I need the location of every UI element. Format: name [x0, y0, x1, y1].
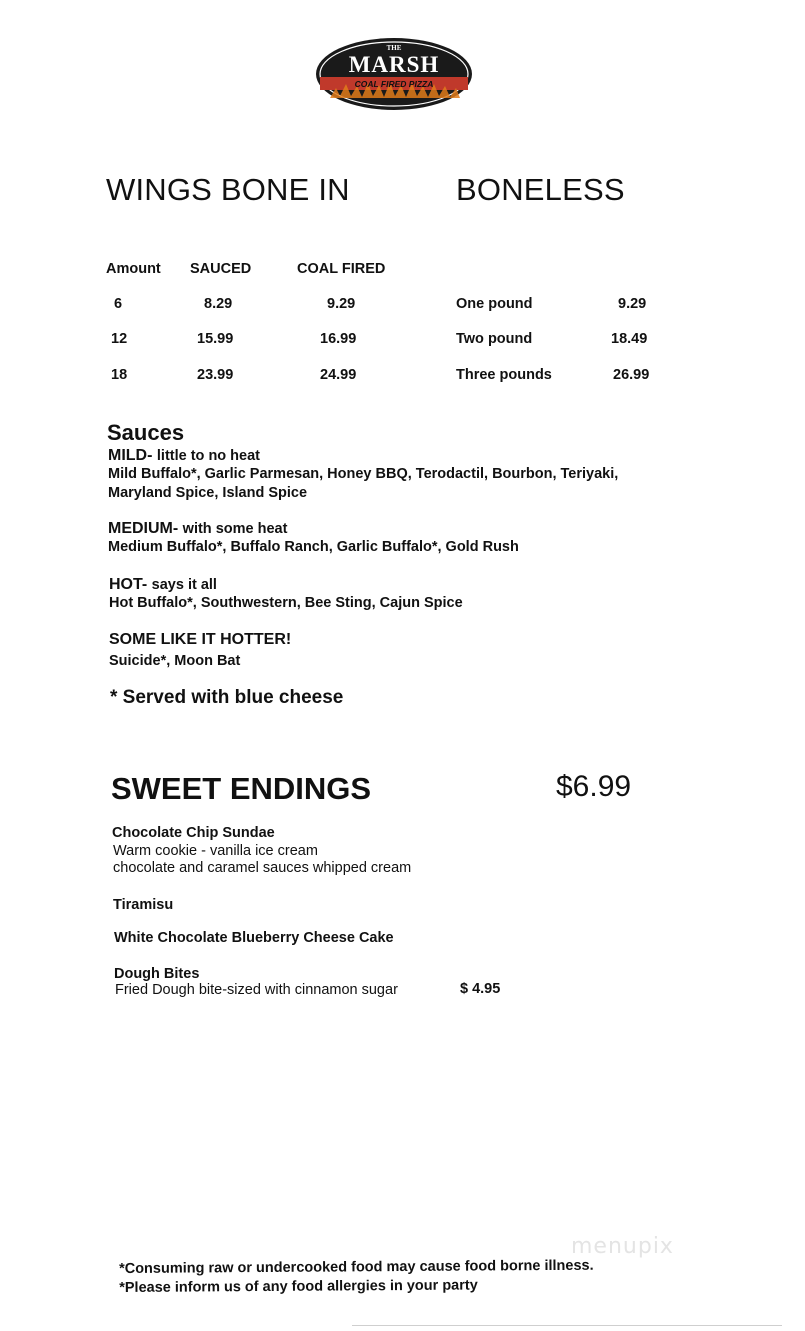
sauces-title: Sauces: [107, 420, 185, 445]
sauce-list-line: Hot Buffalo*, Southwestern, Bee Sting, Cajun Spice: [109, 595, 463, 611]
dessert-desc-line: Fried Dough bite-sized with cinnamon sugar: [115, 982, 398, 998]
dessert-desc-line: chocolate and caramel sauces whipped cream: [113, 860, 412, 876]
sauce-list-line: Medium Buffalo*, Buffalo Ranch, Garlic Buffalo*, Gold Rush: [108, 539, 519, 555]
heat-level-desc: little to no heat: [156, 448, 260, 464]
boneless-price: 18.49: [611, 331, 648, 347]
logo-name: MARSH: [348, 52, 440, 77]
heat-level-name: MILD-: [108, 447, 153, 464]
sauce-list-hot: [109, 594, 463, 613]
watermark: menupix: [571, 1234, 674, 1259]
heat-level-name: HOT-: [109, 576, 148, 593]
boneless-label: Three pounds: [456, 367, 552, 383]
heat-level-name: SOME LIKE IT HOTTER!: [109, 631, 292, 648]
sauce-heat-hot: [109, 576, 217, 594]
sauce-heat-medium: [108, 520, 287, 538]
wings-amount: 6: [114, 296, 123, 312]
sweet-endings-title: SWEET ENDINGS: [111, 771, 372, 806]
wings-sauced-price: 15.99: [197, 331, 234, 347]
boneless-label: Two pound: [456, 331, 533, 347]
footer-line: *Please inform us of any food allergies in your party: [119, 1277, 478, 1296]
boneless-title: BONELESS: [456, 172, 625, 207]
wings-title: WINGS BONE IN: [106, 172, 350, 207]
dessert-name: Tiramisu: [113, 897, 174, 913]
logo-tagline: COAL FIRED PIZZA: [354, 79, 434, 89]
col-coal-fired: COAL FIRED: [297, 261, 386, 277]
heat-level-desc: with some heat: [182, 521, 288, 537]
wings-sauced-price: 8.29: [204, 296, 233, 312]
col-sauced: SAUCED: [190, 261, 252, 277]
sweet-endings-price: $6.99: [556, 770, 632, 803]
wings-sauced-price: 23.99: [197, 367, 234, 383]
wings-amount: 18: [111, 367, 128, 383]
footer-disclaimer: [119, 1257, 594, 1298]
heat-level-desc: says it all: [151, 577, 217, 593]
sauce-list-line: Suicide*, Moon Bat: [109, 653, 241, 669]
sauce-list-medium: [108, 538, 519, 557]
dessert-desc-line: Warm cookie - vanilla ice cream: [113, 843, 318, 859]
blue-cheese-note: * Served with blue cheese: [110, 687, 344, 708]
restaurant-logo: [314, 36, 474, 112]
dessert-name: White Chocolate Blueberry Cheese Cake: [114, 930, 394, 946]
boneless-price: 9.29: [618, 296, 647, 312]
dessert-desc: [113, 843, 411, 877]
wings-coal-fired-price: 16.99: [320, 331, 357, 347]
logo-top-text: THE: [386, 44, 402, 52]
footer-line: *Consuming raw or undercooked food may cause food borne illness.: [119, 1257, 594, 1277]
heat-level-name: MEDIUM-: [108, 520, 179, 537]
sauce-heat-hotter: [109, 631, 291, 649]
sauce-list-hotter: [109, 652, 240, 671]
dessert-price: $ 4.95: [460, 981, 501, 997]
sauce-list-mild: [108, 465, 618, 503]
scan-edge-line: [352, 1325, 782, 1326]
dessert-name: Chocolate Chip Sundae: [112, 825, 275, 841]
sauce-list-line: Maryland Spice, Island Spice: [108, 485, 308, 501]
wings-coal-fired-price: 9.29: [327, 296, 356, 312]
col-amount: Amount: [106, 261, 161, 277]
wings-amount: 12: [111, 331, 128, 347]
sauce-list-line: Mild Buffalo*, Garlic Parmesan, Honey BBQ, Terodactil, Bourbon, Teriyaki,: [108, 466, 619, 482]
dessert-name: Dough Bites: [114, 966, 200, 982]
wings-coal-fired-price: 24.99: [320, 367, 357, 383]
sauce-heat-mild: [108, 447, 260, 465]
boneless-label: One pound: [456, 296, 533, 312]
boneless-price: 26.99: [613, 367, 650, 383]
